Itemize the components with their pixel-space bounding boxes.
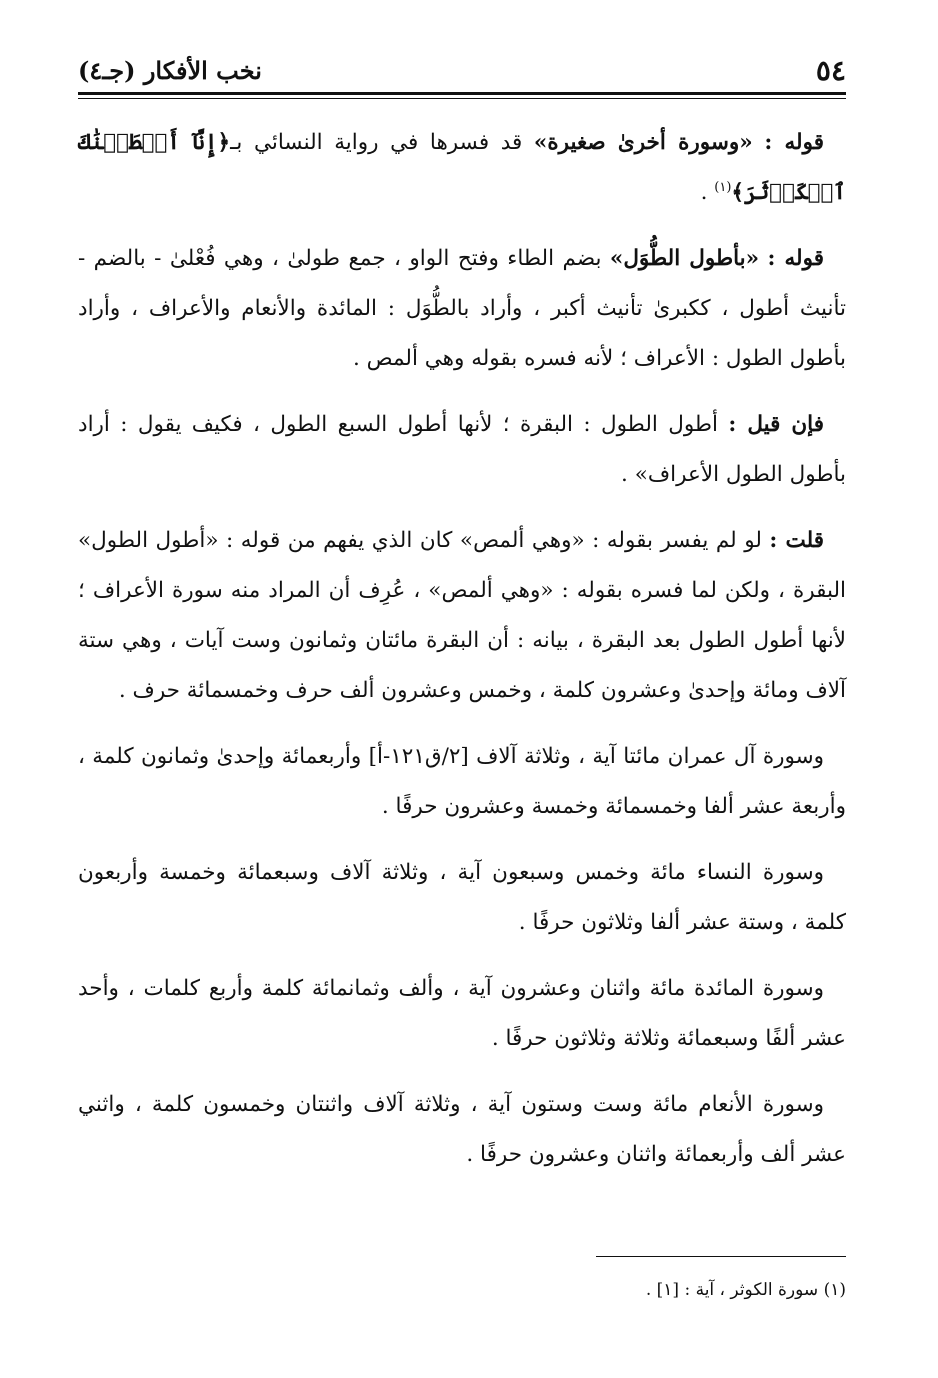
quoted-phrase: «بأطول الطُّوَل» (609, 246, 760, 271)
footnote-reference: (١) (714, 179, 732, 195)
paragraph-8 (78, 1080, 846, 1180)
header-rule-thin (78, 98, 846, 99)
running-title: نخب الأفكار (جـ٤) (78, 55, 262, 85)
paragraph-2 (78, 234, 846, 384)
paragraph-text: وسورة المائدة مائة واثنان وعشرون آية ، وألف وثمانمائة كلمة وأربع كلمات ، وأحد عشر ألفًا وسبعمائة وثلاثة وثلاثون حرفًا . (78, 976, 846, 1051)
paragraph-6 (78, 848, 846, 948)
paragraph-text: بضم الطاء وفتح الواو ، جمع طولىٰ ، وهي فُعْلىٰ - بالضم - تأنيث أطول ، ككبرىٰ تأنيث أكبر ، وأراد بالطُّوَل : المائدة والأنعام والأعراف ، وأراد بأطول الطول : الأعراف ؛ لأنه فسره بقوله وهي ألمص . (78, 246, 846, 371)
header-rule-thick (78, 92, 846, 95)
paragraph-5 (78, 732, 846, 832)
paragraph-lead: قوله : (764, 130, 824, 155)
quran-verse: ﴿إِنَّآ أَعۡطَيۡنَٰكَ ٱلۡكَوۡثَرَ﴾ (78, 130, 846, 205)
paragraph-lead: فإن قيل : (728, 412, 824, 437)
paragraph-text: أطول الطول : البقرة ؛ لأنها أطول السبع الطول ، فكيف يقول : أراد بأطول الطول الأعراف» . (78, 412, 846, 487)
paragraph-4 (78, 516, 846, 716)
footnote-separator (596, 1256, 846, 1257)
paragraph-3 (78, 400, 846, 500)
paragraph-text: وسورة آل عمران مائتا آية ، وثلاثة آلاف [٢/ق١٢١-أ] وأربعمائة وإحدىٰ وثمانون كلمة ، وأربعة عشر ألفا وخمسمائة وخمسة وعشرون حرفًا . (78, 744, 846, 819)
paragraph-end: . (700, 180, 715, 205)
paragraph-lead: قوله : (767, 246, 824, 271)
paragraph-7 (78, 964, 846, 1064)
page-number: ٥٤ (815, 53, 846, 87)
page-header (78, 50, 846, 90)
paragraph-1 (78, 118, 846, 218)
paragraph-lead: قلت : (769, 528, 824, 553)
quoted-phrase: «وسورة أخرىٰ صغيرة» (533, 130, 753, 155)
paragraph-text: قد فسرها في رواية النسائي بـ (230, 130, 523, 155)
paragraph-text: لو لم يفسر بقوله : «وهي ألمص» كان الذي يفهم من قوله : «أطول الطول» البقرة ، ولكن لما فسره بقوله : «وهي ألمص» ، عُرِف أن المراد منه سورة الأعراف ؛ لأنها أطول الطول بعد البقرة ، بيانه : أن البقرة مائتان وثمانون وست آيات ، وهي ستة آلاف ومائة وإحدىٰ وعشرون كلمة ، وخمس وعشرون ألف حرف وخمسمائة حرف . (78, 528, 846, 703)
main-text (78, 118, 846, 1196)
paragraph-text: وسورة النساء مائة وخمس وسبعون آية ، وثلاثة آلاف وسبعمائة وخمسة وأربعون كلمة ، وستة عشر ألفا وثلاثون حرفًا . (78, 860, 846, 935)
paragraph-text: وسورة الأنعام مائة وست وستون آية ، وثلاثة آلاف واثنتان وخمسون كلمة ، واثني عشر ألف وأربعمائة واثنان وعشرون حرفًا . (78, 1092, 846, 1167)
footnote: (١) سورة الكوثر ، آية : [١] . (645, 1280, 846, 1300)
